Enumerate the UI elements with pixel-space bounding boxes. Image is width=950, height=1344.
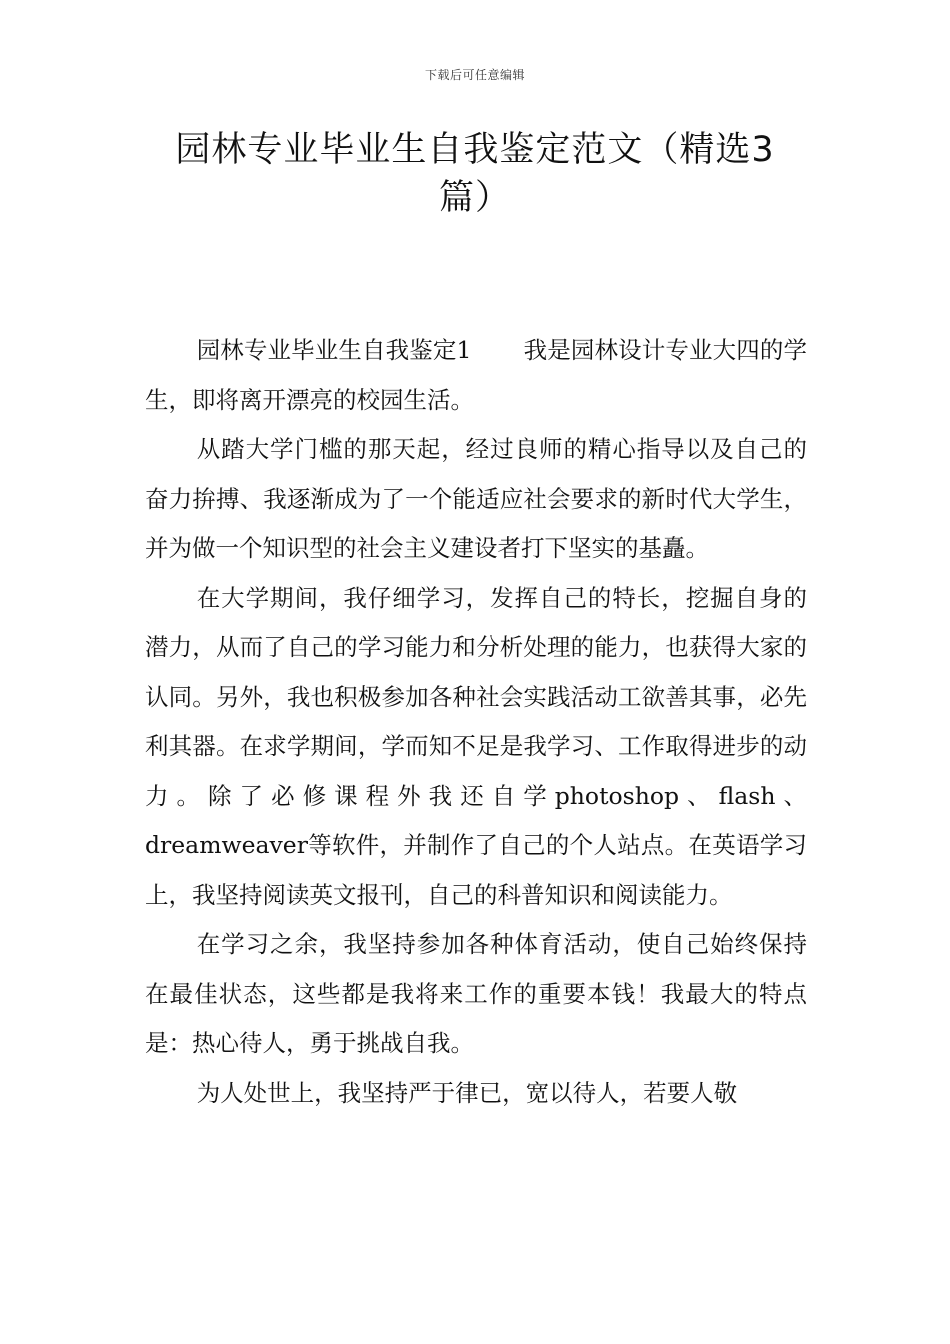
document-body [145, 326, 807, 1118]
paragraph-3: 在大学期间，我仔细学习，发挥自己的特长，挖掘自身的潜力，从而了自己的学习能力和分析处理的能力，也获得大家的认同。另外，我也积极参加各种社会实践活动工欲善其事，必先利其器。在求学期间，学而知不足是我学习、工作取得进步的动力。除了必修课程外我还自学photoshop、flash、dreamweaver等软件，并制作了自己的个人站点。在英语学习上，我坚持阅读英文报刊，自己的科普知识和阅读能力。 [145, 583, 807, 909]
paragraph-1 [145, 326, 807, 425]
paragraph-2: 从踏大学门槛的那天起，经过良师的精心指导以及自己的奋力拚搏、我逐渐成为了一个能适应社会要求的新时代大学生，并为做一个知识型的社会主义建设者打下坚实的基矗。 [145, 435, 807, 562]
paragraph-5: 为人处世上，我坚持严于律已，宽以待人，若要人敬 [196, 1078, 738, 1107]
header-note: 下载后可任意编辑 [424, 68, 525, 82]
document-title [150, 126, 800, 222]
title-line-2: 篇） [438, 178, 511, 218]
section-heading: 园林专业毕业生自我鉴定1 [196, 336, 472, 364]
title-line-1: 园林专业毕业生自我鉴定范文（精选3 [175, 130, 775, 170]
paragraph-4: 在学习之余，我坚持参加各种体育活动，使自己始终保持在最佳状态，这些都是我将来工作的重要本钱！我最大的特点是：热心待人，勇于挑战自我。 [145, 930, 807, 1057]
paragraph-text: 我是园林设计专业大四的学生，即将离开漂亮的校园生活。 [145, 336, 808, 414]
